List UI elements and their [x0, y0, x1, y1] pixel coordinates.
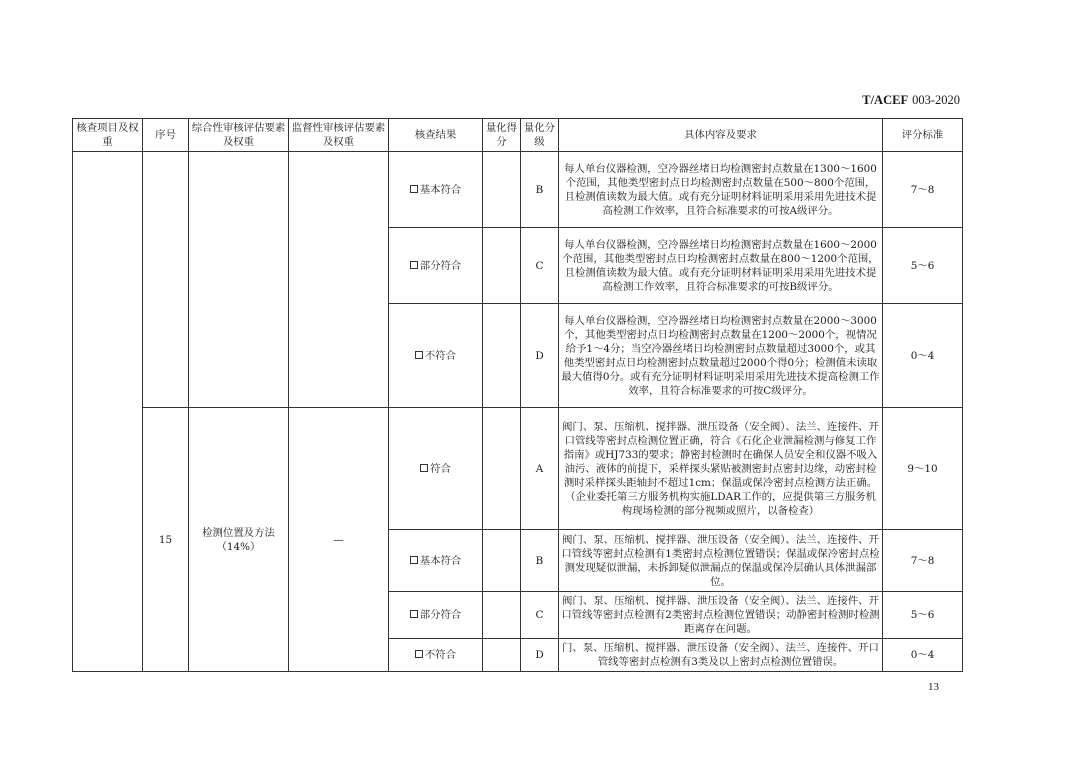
criteria-cell: 7～8 [883, 152, 963, 228]
checkbox-icon[interactable] [410, 185, 418, 193]
table-row [73, 408, 963, 530]
comprehensive-cell [189, 408, 289, 672]
grade-cell: C [521, 228, 559, 304]
content-cell: 每人单台仪器检测，空冷器丝堵日均检测密封点数量在1600～2000个范围，其他类型密封点日均检测密封点数量在800～1200个范围，且检测值读数为最大值。或有充分证明材料证明采用采用先进技术提高检测工作效率，且符合标准要求的可按B级评分。 [559, 228, 883, 304]
comprehensive-cell [189, 152, 289, 408]
table-header-row [73, 119, 963, 152]
checkbox-icon[interactable] [410, 556, 418, 564]
score-cell [483, 408, 521, 530]
criteria-cell: 5～6 [883, 228, 963, 304]
score-cell [483, 639, 521, 672]
header-item: 核查项目及权重 [73, 119, 143, 152]
criteria-cell: 7～8 [883, 530, 963, 592]
item-cell [73, 152, 143, 672]
result-label: 基本符合 [419, 183, 462, 196]
checkbox-icon[interactable] [420, 464, 428, 472]
result-label: 符合 [430, 462, 451, 475]
grade-cell: B [521, 530, 559, 592]
checkbox-icon[interactable] [415, 351, 423, 359]
checkbox-icon[interactable] [415, 650, 423, 658]
result-label: 基本符合 [419, 554, 462, 567]
criteria-cell: 0～4 [883, 304, 963, 408]
result-label: 不符合 [424, 349, 457, 362]
score-cell [483, 152, 521, 228]
grade-cell: C [521, 592, 559, 639]
result-cell [389, 228, 483, 304]
document-code [862, 92, 960, 108]
review-criteria-table [72, 118, 963, 672]
page-number: 13 [928, 681, 939, 693]
checkbox-icon[interactable] [410, 610, 418, 618]
result-cell [389, 304, 483, 408]
grade-cell: D [521, 639, 559, 672]
criteria-cell: 9～10 [883, 408, 963, 530]
seq-cell [143, 152, 189, 408]
result-cell [389, 530, 483, 592]
criteria-cell: 5～6 [883, 592, 963, 639]
header-quant-score: 量化得分 [483, 119, 521, 152]
header-comprehensive: 综合性审核评估要素及权重 [189, 119, 289, 152]
result-cell [389, 639, 483, 672]
content-cell: 阀门、泵、压缩机、搅拌器、泄压设备（安全阀）、法兰、连接件、开口管线等密封点检测有1类密封点检测位置错误；保温或保冷密封点检测发现疑似泄漏，未拆卸疑似泄漏点的保温或保冷层确认具体泄漏部位。 [559, 530, 883, 592]
result-label: 部分符合 [419, 259, 462, 272]
supervisory-cell: — [289, 408, 389, 672]
content-cell: 阀门、泵、压缩机、搅拌器、泄压设备（安全阀）、法兰、连接件、开口管线等密封点检测有2类密封点检测位置错误；动静密封检测时检测距离存在问题。 [559, 592, 883, 639]
header-content: 具体内容及要求 [559, 119, 883, 152]
result-label: 不符合 [424, 649, 457, 661]
grade-cell: D [521, 304, 559, 408]
doc-code-number: 003-2020 [912, 93, 960, 107]
score-cell [483, 530, 521, 592]
score-cell [483, 228, 521, 304]
element-weight: （14%） [216, 540, 261, 553]
header-supervisory: 监督性审核评估要素及权重 [289, 119, 389, 152]
checkbox-icon[interactable] [410, 261, 418, 269]
header-seq: 序号 [143, 119, 189, 152]
header-result: 核查结果 [389, 119, 483, 152]
score-cell [483, 304, 521, 408]
result-cell [389, 152, 483, 228]
content-cell: 每人单台仪器检测，空冷器丝堵日均检测密封点数量在2000～3000个，其他类型密封点日均检测密封点数量在1200～2000个，视情况给予1～4分；当空冷器丝堵日均检测密封点数量超过3000个，或其他类型密封点日均检测密封点数量超过2000个得0分；检测值未读取最大值得0分。或有充分证明材料证明采用采用先进技术提高检测工作效率，且符合标准要求的可按C级评分。 [559, 304, 883, 408]
header-criteria: 评分标准 [883, 119, 963, 152]
content-cell: 阀门、泵、压缩机、搅拌器、泄压设备（安全阀）、法兰、连接件、开口管线等密封点检测位置正确，符合《石化企业泄漏检测与修复工作指南》或HJ733的要求；静密封检测时在确保人员安全和仪器不吸入油污、液体的前提下，采样探头紧贴被测密封点密封边缘，动密封检测时采样探头距轴封不超过1cm；保温或保冷密封点检测方法正确。（企业委托第三方服务机构实施LDAR工作的，应提供第三方服务机构现场检测的部分视频或照片，以备检查） [559, 408, 883, 530]
header-quant-grade: 量化分级 [521, 119, 559, 152]
element-name: 检测位置及方法 [202, 526, 275, 539]
supervisory-cell [289, 152, 389, 408]
content-cell: 每人单台仪器检测，空冷器丝堵日均检测密封点数量在1300～1600个范围，其他类型密封点日均检测密封点数量在500～800个范围，且检测值读数为最大值。或有充分证明材料证明采用采用先进技术提高检测工作效率，且符合标准要求的可按A级评分。 [559, 152, 883, 228]
criteria-cell: 0～4 [883, 639, 963, 672]
result-cell [389, 408, 483, 530]
grade-cell: A [521, 408, 559, 530]
result-cell [389, 592, 483, 639]
result-label: 部分符合 [419, 609, 462, 621]
seq-cell: 15 [143, 408, 189, 672]
content-cell: 门、泵、压缩机、搅拌器、泄压设备（安全阀）、法兰、连接件、开口管线等密封点检测有3类及以上密封点检测位置错误。 [559, 639, 883, 672]
grade-cell: B [521, 152, 559, 228]
score-cell [483, 592, 521, 639]
doc-code-prefix: T/ACEF [862, 93, 909, 107]
table-row [73, 152, 963, 228]
